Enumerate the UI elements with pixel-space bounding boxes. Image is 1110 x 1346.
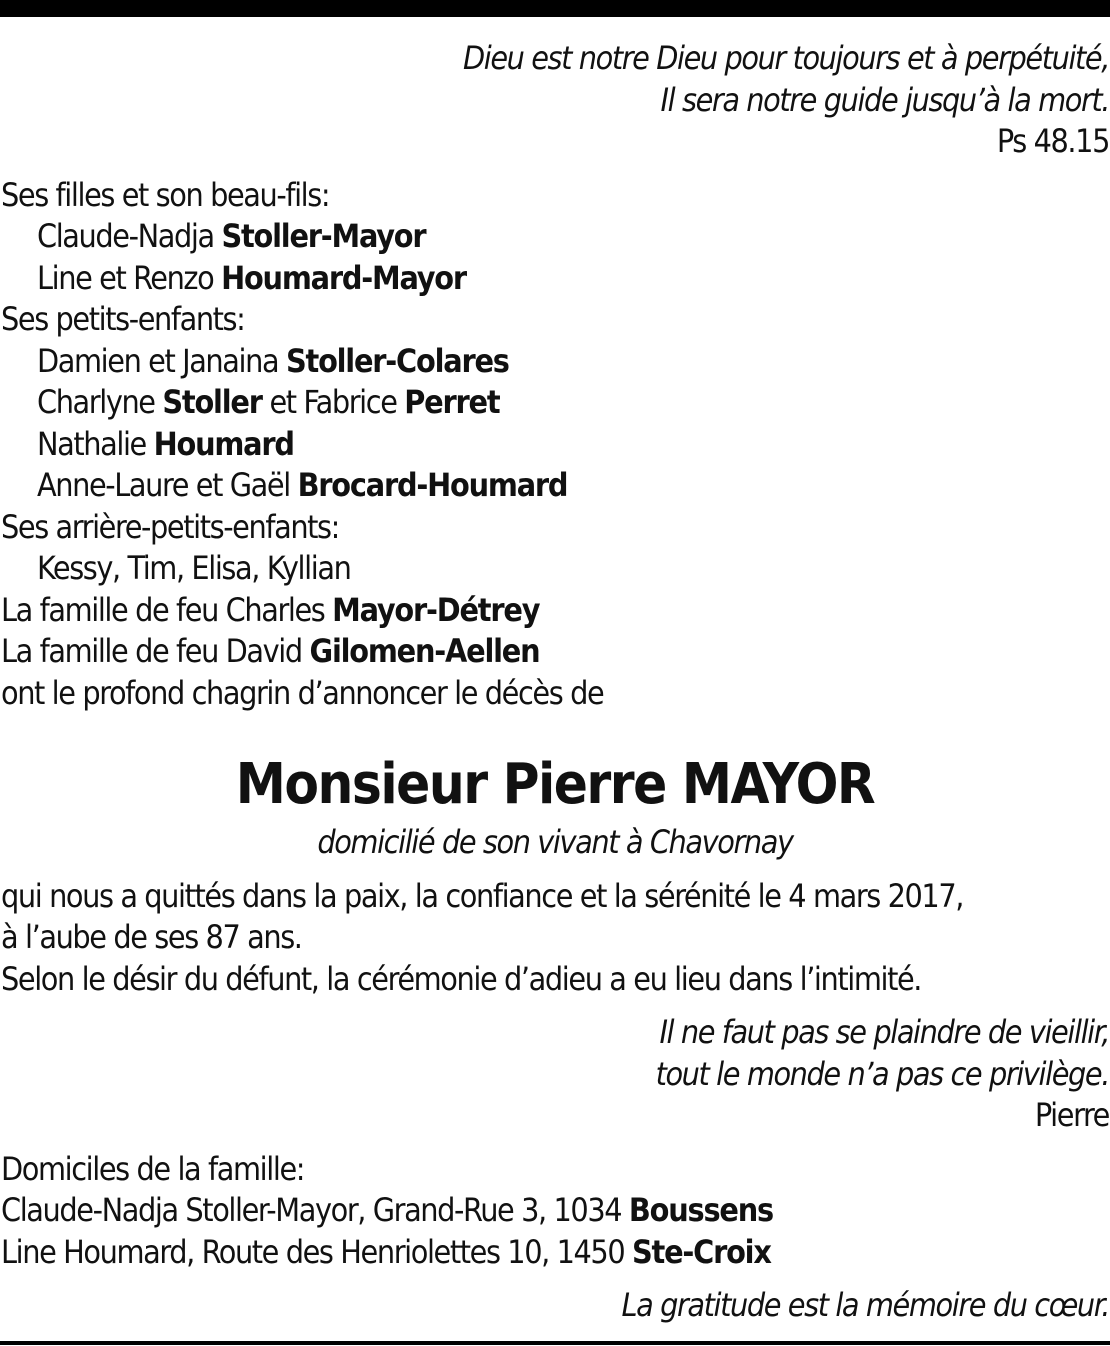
deceased-residence: domicilié de son vivant à Chavornay: [317, 823, 793, 861]
domicile-entry: Line Houmard, Route des Henriolettes 10, 1450 Ste-Croix: [1, 1232, 771, 1271]
body-line-2: à l’aube de ses 87 ans.: [1, 918, 302, 956]
town: Boussens: [628, 1191, 773, 1229]
surname: Brocard-Houmard: [297, 466, 568, 504]
bottom-rule: [0, 1341, 1110, 1345]
surname: Mayor-Détrey: [332, 590, 540, 629]
family-member: Damien et Janaina Stoller-Colares: [37, 341, 509, 380]
surname: Houmard: [153, 424, 294, 463]
top-rule: [0, 0, 1110, 17]
obituary-notice: [1, 38, 1109, 1327]
family-member: Line et Renzo Houmard-Mayor: [37, 258, 466, 297]
epigraph-line-1: Dieu est notre Dieu pour toujours et à perpétuité,: [462, 39, 1109, 77]
other-family: La famille de feu David Gilomen-Aellen: [1, 632, 540, 670]
other-family: La famille de feu Charles Mayor-Détrey: [1, 590, 540, 629]
quote-line-1: Il ne faut pas se plaindre de vieillir,: [659, 1013, 1109, 1051]
body-line-3: Selon le désir du défunt, la cérémonie d’adieu a eu lieu dans l’intimité.: [1, 959, 922, 998]
family-member: Nathalie Houmard: [37, 424, 294, 463]
epigraph-line-2: Il sera notre guide jusqu’à la mort.: [660, 80, 1109, 119]
town: Ste-Croix: [631, 1232, 771, 1271]
family-member: Anne-Laure et Gaël Brocard-Houmard: [37, 466, 568, 504]
great-grandchildren-names: Kessy, Tim, Elisa, Kyllian: [37, 549, 351, 587]
surname: Gilomen-Aellen: [309, 632, 540, 670]
surname: Stoller-Mayor: [221, 217, 426, 255]
domicile-entry: Claude-Nadja Stoller-Mayor, Grand-Rue 3, 1034 Boussens: [1, 1191, 773, 1229]
body-line-1: qui nous a quittés dans la paix, la confiance et la sérénité le 4 mars 2017,: [1, 876, 963, 915]
surname: Stoller-Colares: [285, 341, 509, 380]
domiciles-heading: Domiciles de la famille:: [1, 1149, 305, 1188]
closing-quote: La gratitude est la mémoire du cœur.: [621, 1286, 1109, 1324]
surname: Perret: [404, 383, 500, 421]
quote-line-2: tout le monde n’a pas ce privilège.: [655, 1054, 1109, 1093]
deceased-name: Monsieur Pierre MAYOR: [235, 752, 875, 817]
family-member: Charlyne Stoller et Fabrice Perret: [37, 383, 500, 421]
quote-author: Pierre: [1034, 1096, 1109, 1134]
grandchildren-heading: Ses petits-enfants:: [1, 300, 245, 338]
daughters-heading: Ses filles et son beau-fils:: [1, 175, 330, 214]
announcement: ont le profond chagrin d’annoncer le décès de: [1, 673, 604, 712]
surname: Stoller: [162, 383, 262, 421]
epigraph-reference: Ps 48.15: [996, 122, 1109, 160]
surname: Houmard-Mayor: [221, 258, 466, 297]
great-grandchildren-heading: Ses arrière-petits-enfants:: [1, 507, 339, 546]
family-member: Claude-Nadja Stoller-Mayor: [37, 217, 426, 255]
